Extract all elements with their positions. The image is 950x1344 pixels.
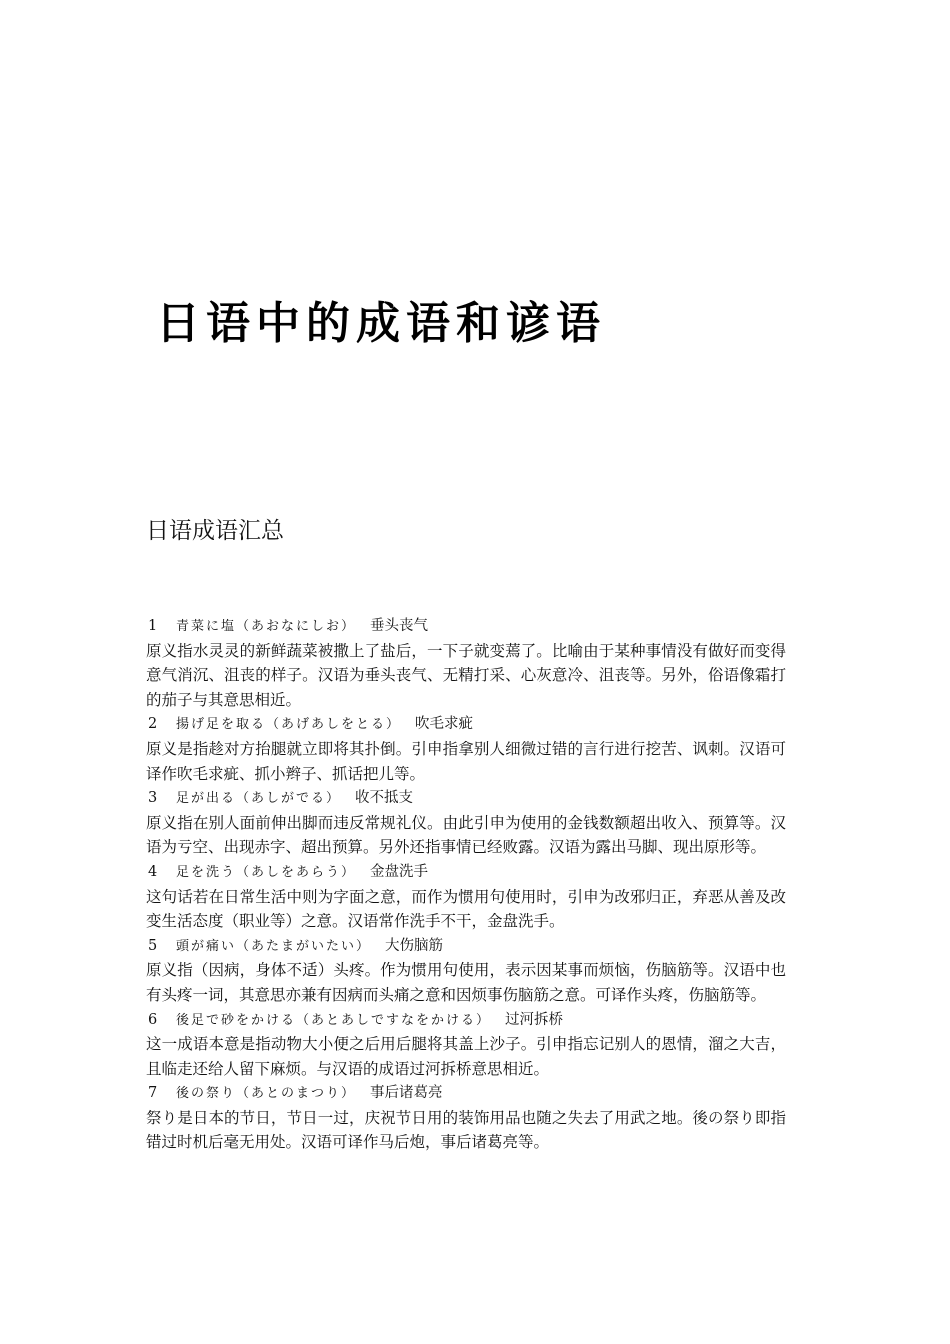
idiom-number: 5 [148,937,158,954]
idiom-entry [146,786,786,860]
idiom-number: 6 [148,1011,158,1028]
idiom-chinese: 吹毛求疵 [415,716,474,733]
idiom-japanese: 足を洗う（あしをあらう） [176,864,357,880]
idiom-list [146,614,786,1155]
idiom-japanese: 後足で砂をかける（あとあしですなをかける） [176,1012,492,1028]
idiom-explanation: 原义指在别人面前伸出脚而违反常规礼仪。由此引申为使用的金钱数额超出收入、预算等。汉语为亏空、出现赤字、超出预算。另外还指事情已经败露。汉语为露出马脚、现出原形等。 [146,813,786,857]
idiom-explanation: 祭り是日本的节日，节日一过，庆祝节日用的装饰用品也随之失去了用武之地。後の祭り即指错过时机后毫无用处。汉语可译作马后炮，事后诸葛亮等。 [146,1108,786,1152]
idiom-entry [146,1008,786,1082]
idiom-chinese: 收不抵支 [355,790,414,807]
idiom-explanation: 这一成语本意是指动物大小便之后用后腿将其盖上沙子。引申指忘记别人的恩情，溜之大吉，且临走还给人留下麻烦。与汉语的成语过河拆桥意思相近。 [146,1035,786,1078]
idiom-japanese: 青菜に塩（あおなにしお） [176,619,357,634]
idiom-number: 4 [148,863,158,880]
idiom-number: 3 [148,790,158,807]
idiom-heading [146,1081,786,1106]
document-title: 日语中的成语和谚语 [156,298,606,349]
idiom-chinese: 垂头丧气 [370,618,429,634]
idiom-heading [146,934,786,959]
idiom-heading [146,614,786,639]
idiom-heading [146,712,786,737]
idiom-chinese: 金盘洗手 [370,863,429,880]
idiom-chinese: 大伤脑筋 [385,937,444,954]
idiom-heading [146,786,786,811]
idiom-number: 7 [148,1085,158,1102]
idiom-japanese: 揚げ足を取る（あげあしをとる） [176,717,402,733]
idiom-explanation: 原义是指趁对方抬腿就立即将其扑倒。引申指拿别人细微过错的言行进行挖苦、讽刺。汉语可译作吹毛求疵、抓小辫子、抓话把儿等。 [146,739,786,783]
idiom-entry [146,860,786,934]
idiom-heading [146,860,786,885]
idiom-explanation: 原义指水灵灵的新鲜蔬菜被撒上了盐后，一下子就变蔫了。比喻由于某种事情没有做好而变得意气消沉、沮丧的样子。汉语为垂头丧气、无精打采、心灰意冷、沮丧等。另外，俗语像霜打的茄子与其意思相近。 [146,641,786,709]
idiom-chinese: 事后诸葛亮 [370,1085,443,1102]
idiom-japanese: 足が出る（あしがでる） [176,791,342,807]
idiom-japanese: 後の祭り（あとのまつり） [176,1086,357,1102]
section-heading: 日语成语汇总 [146,518,284,544]
idiom-japanese: 頭が痛い（あたまがいたい） [176,938,372,954]
idiom-entry [146,614,786,712]
idiom-number: 2 [148,716,158,733]
idiom-number: 1 [148,618,158,634]
idiom-entry [146,712,786,786]
idiom-entry [146,1081,786,1155]
idiom-entry [146,934,786,1008]
idiom-explanation: 原义指（因病，身体不适）头疼。作为惯用句使用，表示因某事而烦恼，伤脑筋等。汉语中也有头疼一词，其意思亦兼有因病而头痛之意和因烦事伤脑筋之意。可译作头疼，伤脑筋等。 [146,961,786,1004]
idiom-chinese: 过河拆桥 [505,1011,564,1028]
idiom-explanation: 这句话若在日常生活中则为字面之意，而作为惯用句使用时，引申为改邪归正，弃恶从善及改变生活态度（职业等）之意。汉语常作洗手不干，金盘洗手。 [146,887,786,931]
idiom-heading [146,1008,786,1033]
